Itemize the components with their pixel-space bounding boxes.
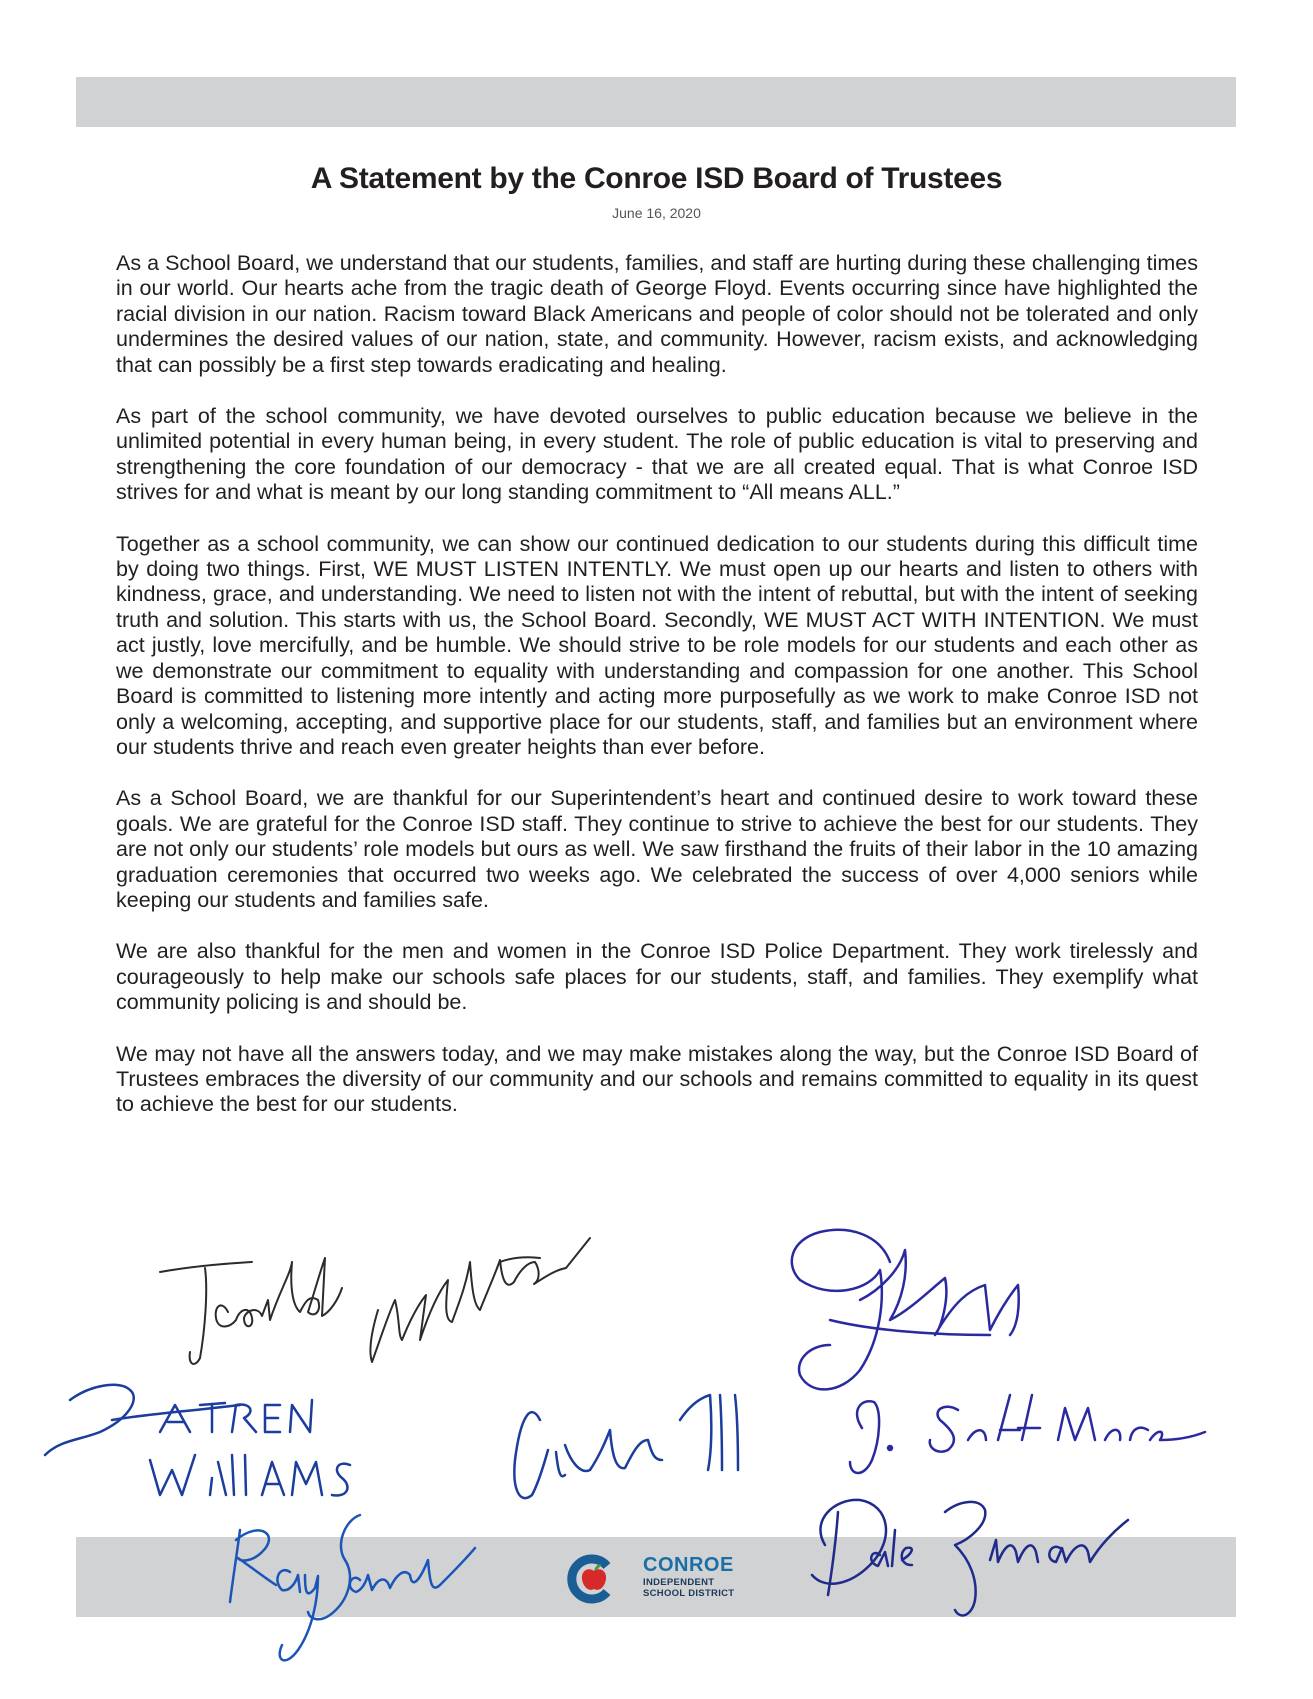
- paragraph-6: We may not have all the answers today, and we may make mistakes along the way, but the Conroe ISD Board of Trustees embraces the diversity of our community and our schools and remains committed to equality in its quest to achieve the best for our students.: [116, 1041, 1198, 1117]
- signature-4: [45, 1385, 350, 1496]
- signature-2: [370, 1238, 590, 1362]
- statement-body: [116, 251, 1198, 1144]
- paragraph-1: As a School Board, we understand that our students, families, and staff are hurting during these challenging times in our world. Our hearts ache from the tragic death of George Floyd. Events occurring since have highlighted the racial division in our nation. Racism toward Black Americans and people of color should not be tolerated and only undermines the desired values of our nation, state, and community. However, racism exists, and acknowledging that can possibly be a first step towards eradicating and healing.: [116, 251, 1198, 377]
- page-title: A Statement by the Conroe ISD Board of Trustees: [310, 162, 1003, 195]
- statement-date: June 16, 2020: [612, 205, 701, 221]
- logo-name: CONROE: [643, 1554, 734, 1576]
- signature-6: [850, 1395, 1205, 1473]
- signature-1: [160, 1258, 342, 1364]
- header-band: [76, 77, 1236, 127]
- logo-subtitle: [643, 1577, 763, 1599]
- logo-subtitle-line-2: SCHOOL DISTRICT: [643, 1588, 735, 1599]
- conroe-isd-logo: [567, 1552, 767, 1606]
- signature-5: [514, 1395, 738, 1498]
- logo-subtitle-line-1: INDEPENDENT: [643, 1577, 715, 1588]
- paragraph-4: As a School Board, we are thankful for our Superintendent’s heart and continued desire to work toward these goals. We are grateful for the Conroe ISD staff. They continue to strive to achieve the best for our students. They are not only our students’ role models but ours as well. We saw firsthand the fruits of their labor in the 10 amazing graduation ceremonies that occurred two weeks ago. We celebrated the success of over 4,000 seniors while keeping our students and families safe.: [116, 786, 1198, 912]
- paragraph-5: We are also thankful for the men and women in the Conroe ISD Police Department. They work tirelessly and courageously to help make our schools safe places for our students, staff, and families. They exemplify what community policing is and should be.: [116, 939, 1198, 1015]
- conroe-logo-icon: [567, 1552, 621, 1606]
- paragraph-3: Together as a school community, we can show our continued dedication to our students during this difficult time by doing two things. First, WE MUST LISTEN INTENTLY. We must open up our hearts and listen to others with kindness, grace, and understanding. We need to listen not with the intent of rebuttal, but with the intent of seeking truth and solution. This starts with us, the School Board. Secondly, WE MUST ACT WITH INTENTION. We must act justly, love mercifully, and be humble. We should strive to be role models for our students and each other as we demonstrate our commitment to equality with understanding and compassion for one another. This School Board is committed to listening more intently and acting more purposefully as we work to make Conroe ISD not only a welcoming, accepting, and supportive place for our students, staff, and families but an environment where our students thrive and reach even greater heights than ever before.: [116, 531, 1198, 759]
- paragraph-2: As part of the school community, we have devoted ourselves to public education because we believe in the unlimited potential in every human being, in every student. The role of public education is vital to preserving and strengthening the core foundation of our democracy - that we are all created equal. That is what Conroe ISD strives for and what is meant by our long standing commitment to “All means ALL.”: [116, 404, 1198, 505]
- signature-3: [792, 1230, 1019, 1390]
